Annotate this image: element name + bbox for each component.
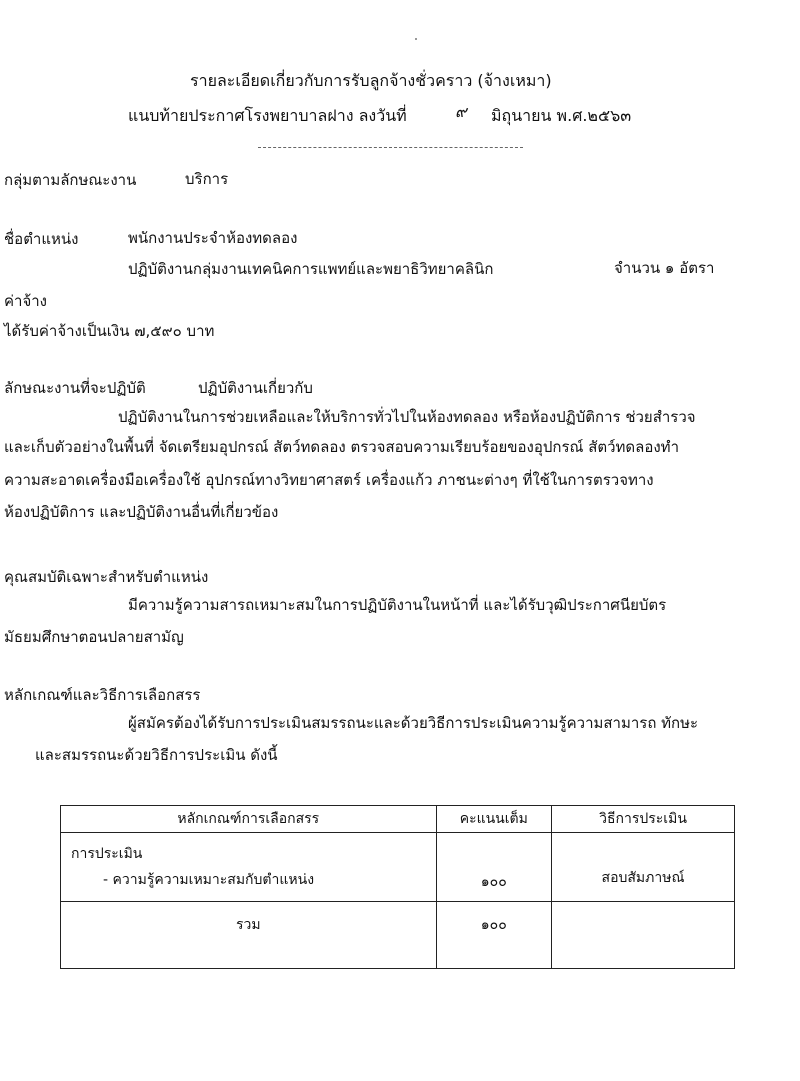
duties-line: ความสะอาดเครื่องมือเครื่องใช้ อุปกรณ์ทางวิทยาศาสตร์ เครื่องแก้ว ภาชนะต่างๆ ที่ใช้ในการตรวจทาง (4, 471, 654, 489)
group-value: บริการ (185, 170, 229, 188)
header-criterion: หลักเกณฑ์การเลือกสรร (61, 806, 437, 833)
duties-line: ปฏิบัติงานในการช่วยเหลือและให้บริการทั่วไปในห้องทดลอง หรือห้องปฏิบัติการ ช่วยสำรวจ (118, 408, 696, 426)
criterion-score: ๑๐๐ (480, 874, 507, 890)
document-subtitle-prefix: แนบท้ายประกาศโรงพยาบาลฝาง ลงวันที่ (128, 106, 407, 125)
criterion-item: - ความรู้ความเหมาะสมกับตำแหน่ง (103, 872, 315, 888)
selection-line: และสมรรถนะด้วยวิธีการประเมิน ดังนี้ (35, 746, 278, 764)
duties-line: และเก็บตัวอย่างในพื้นที่ จัดเตรียมอุปกรณ์ สัตว์ทดลอง ตรวจสอบความเรียบร้อยของอุปกรณ์ สัตว์ทดลองทำ (4, 438, 679, 456)
total-method-cell (552, 902, 735, 969)
total-score: ๑๐๐ (480, 917, 507, 933)
position-count: จำนวน ๑ อัตรา (614, 259, 715, 277)
score-cell (436, 833, 551, 902)
selection-line: ผู้สมัครต้องได้รับการประเมินสมรรถนะและด้วยวิธีการประเมินความรู้ความสามารถ ทักษะ (128, 714, 699, 732)
duties-label: ลักษณะงานที่จะปฏิบัติ (4, 379, 146, 397)
position-label: ชื่อตำแหน่ง (4, 230, 79, 248)
document-title: รายละเอียดเกี่ยวกับการรับลูกจ้างชั่วคราว (จ้างเหมา) (190, 71, 552, 90)
criterion-heading: การประเมิน (71, 846, 143, 862)
position-unit: ปฏิบัติงานกลุ่มงานเทคนิคการแพทย์และพยาธิวิทยาคลินิก (128, 260, 494, 278)
total-label: รวม (235, 917, 261, 933)
total-score-cell (436, 902, 551, 969)
criteria-table-header (61, 806, 735, 833)
criterion-cell (61, 833, 437, 902)
total-label-cell (61, 902, 437, 969)
header-method: วิธีการประเมิน (552, 806, 735, 833)
wage-label: ค่าจ้าง (4, 292, 47, 310)
duties-intro: ปฏิบัติงานเกี่ยวกับ (198, 379, 313, 397)
table-row (61, 833, 735, 902)
position-title: พนักงานประจำห้องทดลอง (128, 229, 298, 247)
table-total-row (61, 902, 735, 969)
document-date-day: ๙ (455, 102, 467, 121)
criterion-method: สอบสัมภาษณ์ (601, 870, 685, 886)
header-divider (258, 147, 523, 148)
method-cell (552, 833, 735, 902)
scan-speck (415, 38, 417, 40)
wage-text: ได้รับค่าจ้างเป็นเงิน ๗,๕๙๐ บาท (4, 322, 215, 340)
qualifications-label: คุณสมบัติเฉพาะสำหรับตำแหน่ง (4, 568, 209, 586)
qualifications-line: มัธยมศึกษาตอนปลายสามัญ (4, 628, 184, 646)
group-label: กลุ่มตามลักษณะงาน (4, 171, 137, 189)
selection-label: หลักเกณฑ์และวิธีการเลือกสรร (4, 686, 201, 704)
header-full-score: คะแนนเต็ม (436, 806, 551, 833)
document-subtitle-suffix: มิถุนายน พ.ศ.๒๕๖๓ (491, 106, 632, 125)
criteria-table (60, 805, 735, 969)
qualifications-line: มีความรู้ความสารถเหมาะสมในการปฏิบัติงานในหน้าที่ และได้รับวุฒิประกาศนียบัตร (128, 596, 667, 614)
duties-line: ห้องปฏิบัติการ และปฏิบัติงานอื่นที่เกี่ยวข้อง (4, 503, 279, 521)
